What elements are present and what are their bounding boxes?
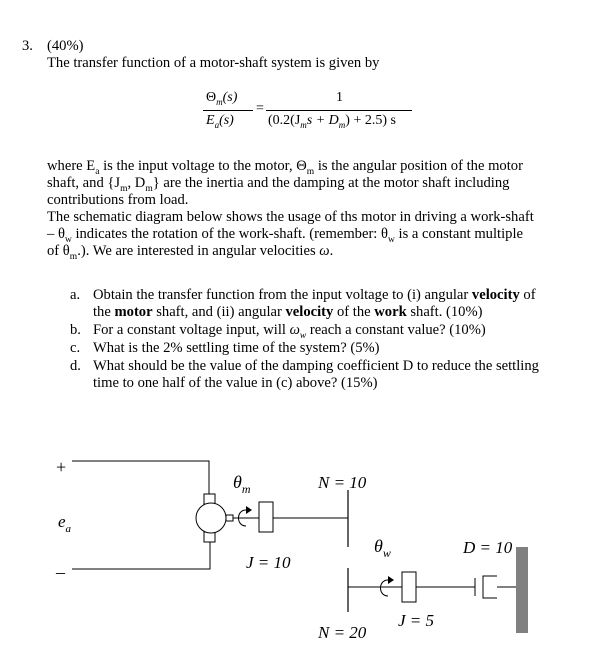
n2-label: N = 20 <box>318 623 367 642</box>
fixed-wall <box>516 547 528 633</box>
ea-label: $e_a$ <box>58 512 72 535</box>
plus-label: + <box>56 457 67 477</box>
description-line: – $\theta_w$ indicates the rotation of the work-shaft. (remember: $\theta_w$ is a constant multiple <box>47 226 523 245</box>
question-d: d. What should be the value of the damping coefficient D to reduce the settling time to one half of the value in (c) above? (15%) <box>70 358 539 392</box>
question-marker: b. <box>70 322 81 338</box>
description-line: contributions from load. <box>47 192 189 208</box>
equation-lhs-denominator: $E_a(s)$ <box>206 113 234 130</box>
j1-label: J = 10 <box>246 553 291 572</box>
question-b: b. For a constant voltage input, will $\omega_w$ reach a constant value? (10%) <box>70 322 486 341</box>
equation-rhs-fraction-bar <box>266 110 412 111</box>
motor-brush-top <box>204 494 215 504</box>
motor-shaft-schematic <box>0 440 607 665</box>
equation-lhs-numerator: $\Theta_m(s)$ <box>206 90 238 107</box>
minus-label: – <box>56 562 65 582</box>
problem-number: 3. <box>22 38 33 54</box>
description-line: The schematic diagram below shows the usage of ths motor in driving a work-shaft <box>47 209 534 225</box>
work-rotation-arrowhead-icon <box>388 576 394 584</box>
equation-rhs-numerator: 1 <box>336 90 343 105</box>
question-marker: a. <box>70 287 81 303</box>
d-label: D = 10 <box>463 538 513 557</box>
problem-weight: (40%) <box>47 38 84 54</box>
motor-inertia-disc <box>259 502 273 532</box>
motor-armature <box>196 503 226 533</box>
equation-lhs-fraction-bar <box>203 110 253 111</box>
j2-label: J = 5 <box>398 611 435 630</box>
n1-label: N = 10 <box>318 473 367 492</box>
description-line: of $\theta_m$.). We are interested in angular velocities ω. <box>47 243 334 262</box>
question-a: a. Obtain the transfer function from the input voltage to (i) angular velocity of the motor shaft, and (ii) angular velocity of the work shaft. (10%) <box>70 287 536 321</box>
damper <box>475 576 516 598</box>
equation-equals: = <box>256 101 264 116</box>
question-marker: c. <box>70 340 81 356</box>
motor-rotation-arrowhead-icon <box>246 506 252 514</box>
equation-rhs-denominator: $(0.2(J_ms + D_m) + 2.5)$ s <box>268 113 396 130</box>
theta-m-label: $\theta_m$ <box>233 472 251 496</box>
question-c: c. What is the 2% settling time of the system? (5%) <box>70 340 380 356</box>
work-inertia-disc <box>402 572 416 602</box>
theta-w-label: $\theta_w$ <box>374 536 391 560</box>
problem-intro: The transfer function of a motor-shaft system is given by <box>47 55 380 71</box>
motor-shaft-stub <box>226 515 233 521</box>
question-marker: d. <box>70 358 81 374</box>
description-line: shaft, and {$J_m$, $D_m$} are the inertia and the damping at the motor shaft including <box>47 175 510 194</box>
description-line: where $E_a$ is the input voltage to the motor, $\Theta_m$ is the angular position of the motor <box>47 158 523 177</box>
work-rotation-arrow-icon <box>381 580 389 596</box>
motor-brush-bottom <box>204 532 215 542</box>
circuit-wires <box>72 461 210 569</box>
